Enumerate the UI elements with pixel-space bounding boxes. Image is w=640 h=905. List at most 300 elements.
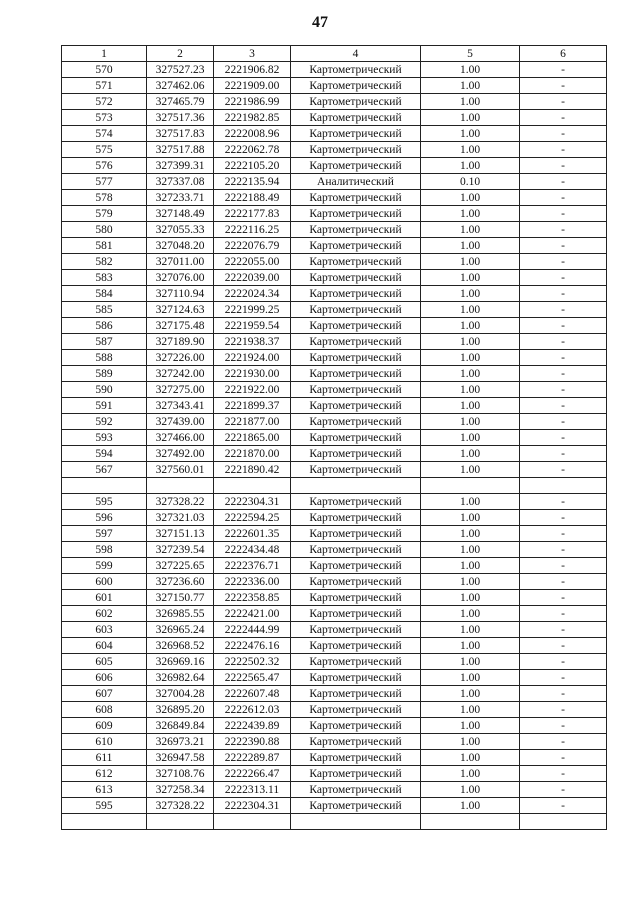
column-header: 5 (421, 46, 520, 62)
y-coordinate-cell: 2221930.00 (214, 366, 291, 382)
y-coordinate-cell: 2221909.00 (214, 78, 291, 94)
x-coordinate-cell: 327110.94 (147, 286, 214, 302)
x-coordinate-cell: 327492.00 (147, 446, 214, 462)
point-number-cell: 572 (62, 94, 147, 110)
table-row (62, 462, 607, 478)
x-coordinate-cell: 327011.00 (147, 254, 214, 270)
table-row (62, 446, 607, 462)
method-cell: Картометрический (291, 638, 421, 654)
note-cell: - (520, 126, 607, 142)
x-coordinate-cell: 327236.60 (147, 574, 214, 590)
accuracy-cell: 1.00 (421, 110, 520, 126)
accuracy-cell: 1.00 (421, 286, 520, 302)
y-coordinate-cell: 2221938.37 (214, 334, 291, 350)
point-number-cell: 593 (62, 430, 147, 446)
table-row (62, 334, 607, 350)
method-cell: Картометрический (291, 510, 421, 526)
accuracy-cell: 1.00 (421, 654, 520, 670)
method-cell: Картометрический (291, 366, 421, 382)
x-coordinate-cell: 327175.48 (147, 318, 214, 334)
method-cell: Картометрический (291, 734, 421, 750)
x-coordinate-cell: 327321.03 (147, 510, 214, 526)
y-coordinate-cell: 2221924.00 (214, 350, 291, 366)
note-cell: - (520, 750, 607, 766)
y-coordinate-cell: 2222439.89 (214, 718, 291, 734)
note-cell: - (520, 382, 607, 398)
x-coordinate-cell: 326982.64 (147, 670, 214, 686)
point-number-cell: 584 (62, 286, 147, 302)
note-cell: - (520, 494, 607, 510)
note-cell: - (520, 670, 607, 686)
table-row (62, 318, 607, 334)
method-cell: Картометрический (291, 750, 421, 766)
point-number-cell: 591 (62, 398, 147, 414)
accuracy-cell: 1.00 (421, 222, 520, 238)
method-cell: Картометрический (291, 158, 421, 174)
accuracy-cell: 1.00 (421, 574, 520, 590)
column-header: 4 (291, 46, 421, 62)
point-number-cell: 588 (62, 350, 147, 366)
column-header: 3 (214, 46, 291, 62)
table-row (62, 350, 607, 366)
method-cell: Картометрический (291, 350, 421, 366)
point-number-cell: 579 (62, 206, 147, 222)
column-header: 1 (62, 46, 147, 62)
note-cell: - (520, 622, 607, 638)
accuracy-cell: 1.00 (421, 366, 520, 382)
accuracy-cell: 1.00 (421, 382, 520, 398)
table-row (62, 254, 607, 270)
y-coordinate-cell: 2222188.49 (214, 190, 291, 206)
table-row (62, 542, 607, 558)
y-coordinate-cell: 2221906.82 (214, 62, 291, 78)
accuracy-cell: 1.00 (421, 62, 520, 78)
point-number-cell: 587 (62, 334, 147, 350)
y-coordinate-cell: 2222304.31 (214, 494, 291, 510)
column-header: 6 (520, 46, 607, 62)
x-coordinate-cell: 326849.84 (147, 718, 214, 734)
method-cell: Картометрический (291, 526, 421, 542)
method-cell: Картометрический (291, 558, 421, 574)
table-row (62, 222, 607, 238)
note-cell: - (520, 350, 607, 366)
point-number-cell: 597 (62, 526, 147, 542)
table-row (62, 558, 607, 574)
table-row (62, 206, 607, 222)
y-coordinate-cell: 2222444.99 (214, 622, 291, 638)
x-coordinate-cell: 327124.63 (147, 302, 214, 318)
note-cell: - (520, 62, 607, 78)
method-cell: Картометрический (291, 318, 421, 334)
table-row (62, 382, 607, 398)
table-row (62, 430, 607, 446)
method-cell: Картометрический (291, 238, 421, 254)
y-coordinate-cell: 2222607.48 (214, 686, 291, 702)
table-row (62, 798, 607, 814)
x-coordinate-cell: 327343.41 (147, 398, 214, 414)
accuracy-cell: 1.00 (421, 622, 520, 638)
point-number-cell: 600 (62, 574, 147, 590)
x-coordinate-cell: 327226.00 (147, 350, 214, 366)
y-coordinate-cell: 2221986.99 (214, 94, 291, 110)
accuracy-cell: 1.00 (421, 542, 520, 558)
y-coordinate-cell: 2222266.47 (214, 766, 291, 782)
x-coordinate-cell: 327225.65 (147, 558, 214, 574)
x-coordinate-cell: 326985.55 (147, 606, 214, 622)
y-coordinate-cell: 2222601.35 (214, 526, 291, 542)
method-cell: Картометрический (291, 494, 421, 510)
x-coordinate-cell: 326973.21 (147, 734, 214, 750)
note-cell: - (520, 318, 607, 334)
x-coordinate-cell: 326947.58 (147, 750, 214, 766)
y-coordinate-cell: 2222105.20 (214, 158, 291, 174)
y-coordinate-cell: 2221877.00 (214, 414, 291, 430)
note-cell: - (520, 782, 607, 798)
accuracy-cell: 1.00 (421, 734, 520, 750)
y-coordinate-cell: 2222502.32 (214, 654, 291, 670)
table-row (62, 142, 607, 158)
accuracy-cell: 1.00 (421, 318, 520, 334)
table-row (62, 590, 607, 606)
point-number-cell: 611 (62, 750, 147, 766)
note-cell: - (520, 222, 607, 238)
note-cell: - (520, 206, 607, 222)
coordinates-table (61, 45, 607, 830)
point-number-cell: 608 (62, 702, 147, 718)
y-coordinate-cell: 2222313.11 (214, 782, 291, 798)
note-cell: - (520, 590, 607, 606)
table-row (62, 94, 607, 110)
point-number-cell: 595 (62, 798, 147, 814)
point-number-cell: 598 (62, 542, 147, 558)
x-coordinate-cell: 327151.13 (147, 526, 214, 542)
point-number-cell: 590 (62, 382, 147, 398)
y-coordinate-cell: 2222304.31 (214, 798, 291, 814)
x-coordinate-cell: 327439.00 (147, 414, 214, 430)
header-row (62, 46, 607, 62)
empty-cell (214, 478, 291, 494)
x-coordinate-cell: 327048.20 (147, 238, 214, 254)
note-cell: - (520, 110, 607, 126)
y-coordinate-cell: 2222612.03 (214, 702, 291, 718)
y-coordinate-cell: 2222177.83 (214, 206, 291, 222)
method-cell: Картометрический (291, 654, 421, 670)
point-number-cell: 603 (62, 622, 147, 638)
note-cell: - (520, 286, 607, 302)
note-cell: - (520, 766, 607, 782)
point-number-cell: 605 (62, 654, 147, 670)
accuracy-cell: 1.00 (421, 94, 520, 110)
table-row (62, 670, 607, 686)
x-coordinate-cell: 327148.49 (147, 206, 214, 222)
y-coordinate-cell: 2222289.87 (214, 750, 291, 766)
point-number-cell: 575 (62, 142, 147, 158)
empty-cell (147, 814, 214, 830)
method-cell: Картометрический (291, 670, 421, 686)
point-number-cell: 574 (62, 126, 147, 142)
table-row (62, 750, 607, 766)
accuracy-cell: 1.00 (421, 510, 520, 526)
x-coordinate-cell: 327258.34 (147, 782, 214, 798)
point-number-cell: 570 (62, 62, 147, 78)
x-coordinate-cell: 327076.00 (147, 270, 214, 286)
note-cell: - (520, 462, 607, 478)
note-cell: - (520, 430, 607, 446)
accuracy-cell: 1.00 (421, 718, 520, 734)
accuracy-cell: 1.00 (421, 446, 520, 462)
accuracy-cell: 1.00 (421, 606, 520, 622)
table-row (62, 286, 607, 302)
note-cell: - (520, 158, 607, 174)
note-cell: - (520, 558, 607, 574)
x-coordinate-cell: 327239.54 (147, 542, 214, 558)
point-number-cell: 595 (62, 494, 147, 510)
method-cell: Картометрический (291, 78, 421, 94)
x-coordinate-cell: 327189.90 (147, 334, 214, 350)
table-row (62, 414, 607, 430)
x-coordinate-cell: 327462.06 (147, 78, 214, 94)
method-cell: Картометрический (291, 62, 421, 78)
table-row (62, 510, 607, 526)
y-coordinate-cell: 2222062.78 (214, 142, 291, 158)
note-cell: - (520, 414, 607, 430)
method-cell: Картометрический (291, 590, 421, 606)
x-coordinate-cell: 327517.36 (147, 110, 214, 126)
x-coordinate-cell: 327150.77 (147, 590, 214, 606)
table-row (62, 766, 607, 782)
empty-cell (520, 478, 607, 494)
accuracy-cell: 1.00 (421, 142, 520, 158)
note-cell: - (520, 238, 607, 254)
point-number-cell: 582 (62, 254, 147, 270)
y-coordinate-cell: 2222434.48 (214, 542, 291, 558)
note-cell: - (520, 302, 607, 318)
method-cell: Картометрический (291, 222, 421, 238)
y-coordinate-cell: 2222076.79 (214, 238, 291, 254)
accuracy-cell: 0.10 (421, 174, 520, 190)
column-header: 2 (147, 46, 214, 62)
y-coordinate-cell: 2222358.85 (214, 590, 291, 606)
note-cell: - (520, 94, 607, 110)
x-coordinate-cell: 327233.71 (147, 190, 214, 206)
accuracy-cell: 1.00 (421, 558, 520, 574)
accuracy-cell: 1.00 (421, 350, 520, 366)
point-number-cell: 609 (62, 718, 147, 734)
point-number-cell: 583 (62, 270, 147, 286)
accuracy-cell: 1.00 (421, 430, 520, 446)
note-cell: - (520, 638, 607, 654)
empty-cell (291, 814, 421, 830)
point-number-cell: 606 (62, 670, 147, 686)
note-cell: - (520, 270, 607, 286)
x-coordinate-cell: 327517.83 (147, 126, 214, 142)
note-cell: - (520, 142, 607, 158)
accuracy-cell: 1.00 (421, 126, 520, 142)
table-row (62, 190, 607, 206)
x-coordinate-cell: 327004.28 (147, 686, 214, 702)
method-cell: Картометрический (291, 302, 421, 318)
accuracy-cell: 1.00 (421, 158, 520, 174)
table-row (62, 110, 607, 126)
note-cell: - (520, 446, 607, 462)
y-coordinate-cell: 2222421.00 (214, 606, 291, 622)
point-number-cell: 581 (62, 238, 147, 254)
x-coordinate-cell: 327517.88 (147, 142, 214, 158)
x-coordinate-cell: 327399.31 (147, 158, 214, 174)
method-cell: Картометрический (291, 398, 421, 414)
accuracy-cell: 1.00 (421, 302, 520, 318)
method-cell: Картометрический (291, 414, 421, 430)
note-cell: - (520, 334, 607, 350)
x-coordinate-cell: 327527.23 (147, 62, 214, 78)
y-coordinate-cell: 2222039.00 (214, 270, 291, 286)
table-row (62, 238, 607, 254)
x-coordinate-cell: 327242.00 (147, 366, 214, 382)
table-row (62, 654, 607, 670)
x-coordinate-cell: 326965.24 (147, 622, 214, 638)
y-coordinate-cell: 2221890.42 (214, 462, 291, 478)
note-cell: - (520, 366, 607, 382)
point-number-cell: 602 (62, 606, 147, 622)
point-number-cell: 573 (62, 110, 147, 126)
accuracy-cell: 1.00 (421, 398, 520, 414)
method-cell: Картометрический (291, 766, 421, 782)
method-cell: Картометрический (291, 270, 421, 286)
point-number-cell: 601 (62, 590, 147, 606)
x-coordinate-cell: 327465.79 (147, 94, 214, 110)
method-cell: Картометрический (291, 94, 421, 110)
y-coordinate-cell: 2221870.00 (214, 446, 291, 462)
accuracy-cell: 1.00 (421, 254, 520, 270)
note-cell: - (520, 606, 607, 622)
method-cell: Картометрический (291, 286, 421, 302)
table-row (62, 366, 607, 382)
point-number-cell: 592 (62, 414, 147, 430)
note-cell: - (520, 78, 607, 94)
note-cell: - (520, 190, 607, 206)
y-coordinate-cell: 2221865.00 (214, 430, 291, 446)
note-cell: - (520, 718, 607, 734)
accuracy-cell: 1.00 (421, 78, 520, 94)
table-row (62, 126, 607, 142)
y-coordinate-cell: 2221899.37 (214, 398, 291, 414)
empty-cell (421, 478, 520, 494)
y-coordinate-cell: 2221982.85 (214, 110, 291, 126)
x-coordinate-cell: 327328.22 (147, 798, 214, 814)
accuracy-cell: 1.00 (421, 270, 520, 286)
empty-cell (214, 814, 291, 830)
empty-cell (421, 814, 520, 830)
table-row (62, 174, 607, 190)
note-cell: - (520, 254, 607, 270)
point-number-cell: 577 (62, 174, 147, 190)
point-number-cell: 589 (62, 366, 147, 382)
y-coordinate-cell: 2222565.47 (214, 670, 291, 686)
point-number-cell: 607 (62, 686, 147, 702)
point-number-cell: 599 (62, 558, 147, 574)
y-coordinate-cell: 2221959.54 (214, 318, 291, 334)
y-coordinate-cell: 2222008.96 (214, 126, 291, 142)
accuracy-cell: 1.00 (421, 686, 520, 702)
x-coordinate-cell: 327466.00 (147, 430, 214, 446)
x-coordinate-cell: 327055.33 (147, 222, 214, 238)
table-row (62, 398, 607, 414)
accuracy-cell: 1.00 (421, 670, 520, 686)
point-number-cell: 596 (62, 510, 147, 526)
table-row (62, 526, 607, 542)
method-cell: Картометрический (291, 142, 421, 158)
method-cell: Картометрический (291, 446, 421, 462)
y-coordinate-cell: 2222336.00 (214, 574, 291, 590)
table-row (62, 782, 607, 798)
accuracy-cell: 1.00 (421, 590, 520, 606)
accuracy-cell: 1.00 (421, 414, 520, 430)
accuracy-cell: 1.00 (421, 190, 520, 206)
y-coordinate-cell: 2222024.34 (214, 286, 291, 302)
method-cell: Картометрический (291, 542, 421, 558)
point-number-cell: 578 (62, 190, 147, 206)
point-number-cell: 613 (62, 782, 147, 798)
x-coordinate-cell: 326969.16 (147, 654, 214, 670)
method-cell: Картометрический (291, 334, 421, 350)
note-cell: - (520, 654, 607, 670)
x-coordinate-cell: 326968.52 (147, 638, 214, 654)
method-cell: Картометрический (291, 430, 421, 446)
note-cell: - (520, 702, 607, 718)
note-cell: - (520, 574, 607, 590)
method-cell: Картометрический (291, 718, 421, 734)
table-row (62, 494, 607, 510)
empty-cell (62, 478, 147, 494)
table-body (62, 62, 607, 830)
table-row (62, 158, 607, 174)
table-row (62, 270, 607, 286)
y-coordinate-cell: 2222376.71 (214, 558, 291, 574)
note-cell: - (520, 542, 607, 558)
accuracy-cell: 1.00 (421, 782, 520, 798)
accuracy-cell: 1.00 (421, 798, 520, 814)
table-row (62, 734, 607, 750)
table-row (62, 622, 607, 638)
note-cell: - (520, 686, 607, 702)
table-row (62, 302, 607, 318)
separator-row (62, 814, 607, 830)
y-coordinate-cell: 2221999.25 (214, 302, 291, 318)
x-coordinate-cell: 327328.22 (147, 494, 214, 510)
accuracy-cell: 1.00 (421, 334, 520, 350)
method-cell: Картометрический (291, 462, 421, 478)
method-cell: Картометрический (291, 702, 421, 718)
y-coordinate-cell: 2222594.25 (214, 510, 291, 526)
empty-cell (62, 814, 147, 830)
method-cell: Картометрический (291, 110, 421, 126)
accuracy-cell: 1.00 (421, 638, 520, 654)
y-coordinate-cell: 2222135.94 (214, 174, 291, 190)
x-coordinate-cell: 327275.00 (147, 382, 214, 398)
table-row (62, 718, 607, 734)
separator-row (62, 478, 607, 494)
note-cell: - (520, 798, 607, 814)
note-cell: - (520, 398, 607, 414)
method-cell: Аналитический (291, 174, 421, 190)
point-number-cell: 576 (62, 158, 147, 174)
y-coordinate-cell: 2222055.00 (214, 254, 291, 270)
method-cell: Картометрический (291, 382, 421, 398)
point-number-cell: 571 (62, 78, 147, 94)
note-cell: - (520, 526, 607, 542)
point-number-cell: 567 (62, 462, 147, 478)
point-number-cell: 594 (62, 446, 147, 462)
